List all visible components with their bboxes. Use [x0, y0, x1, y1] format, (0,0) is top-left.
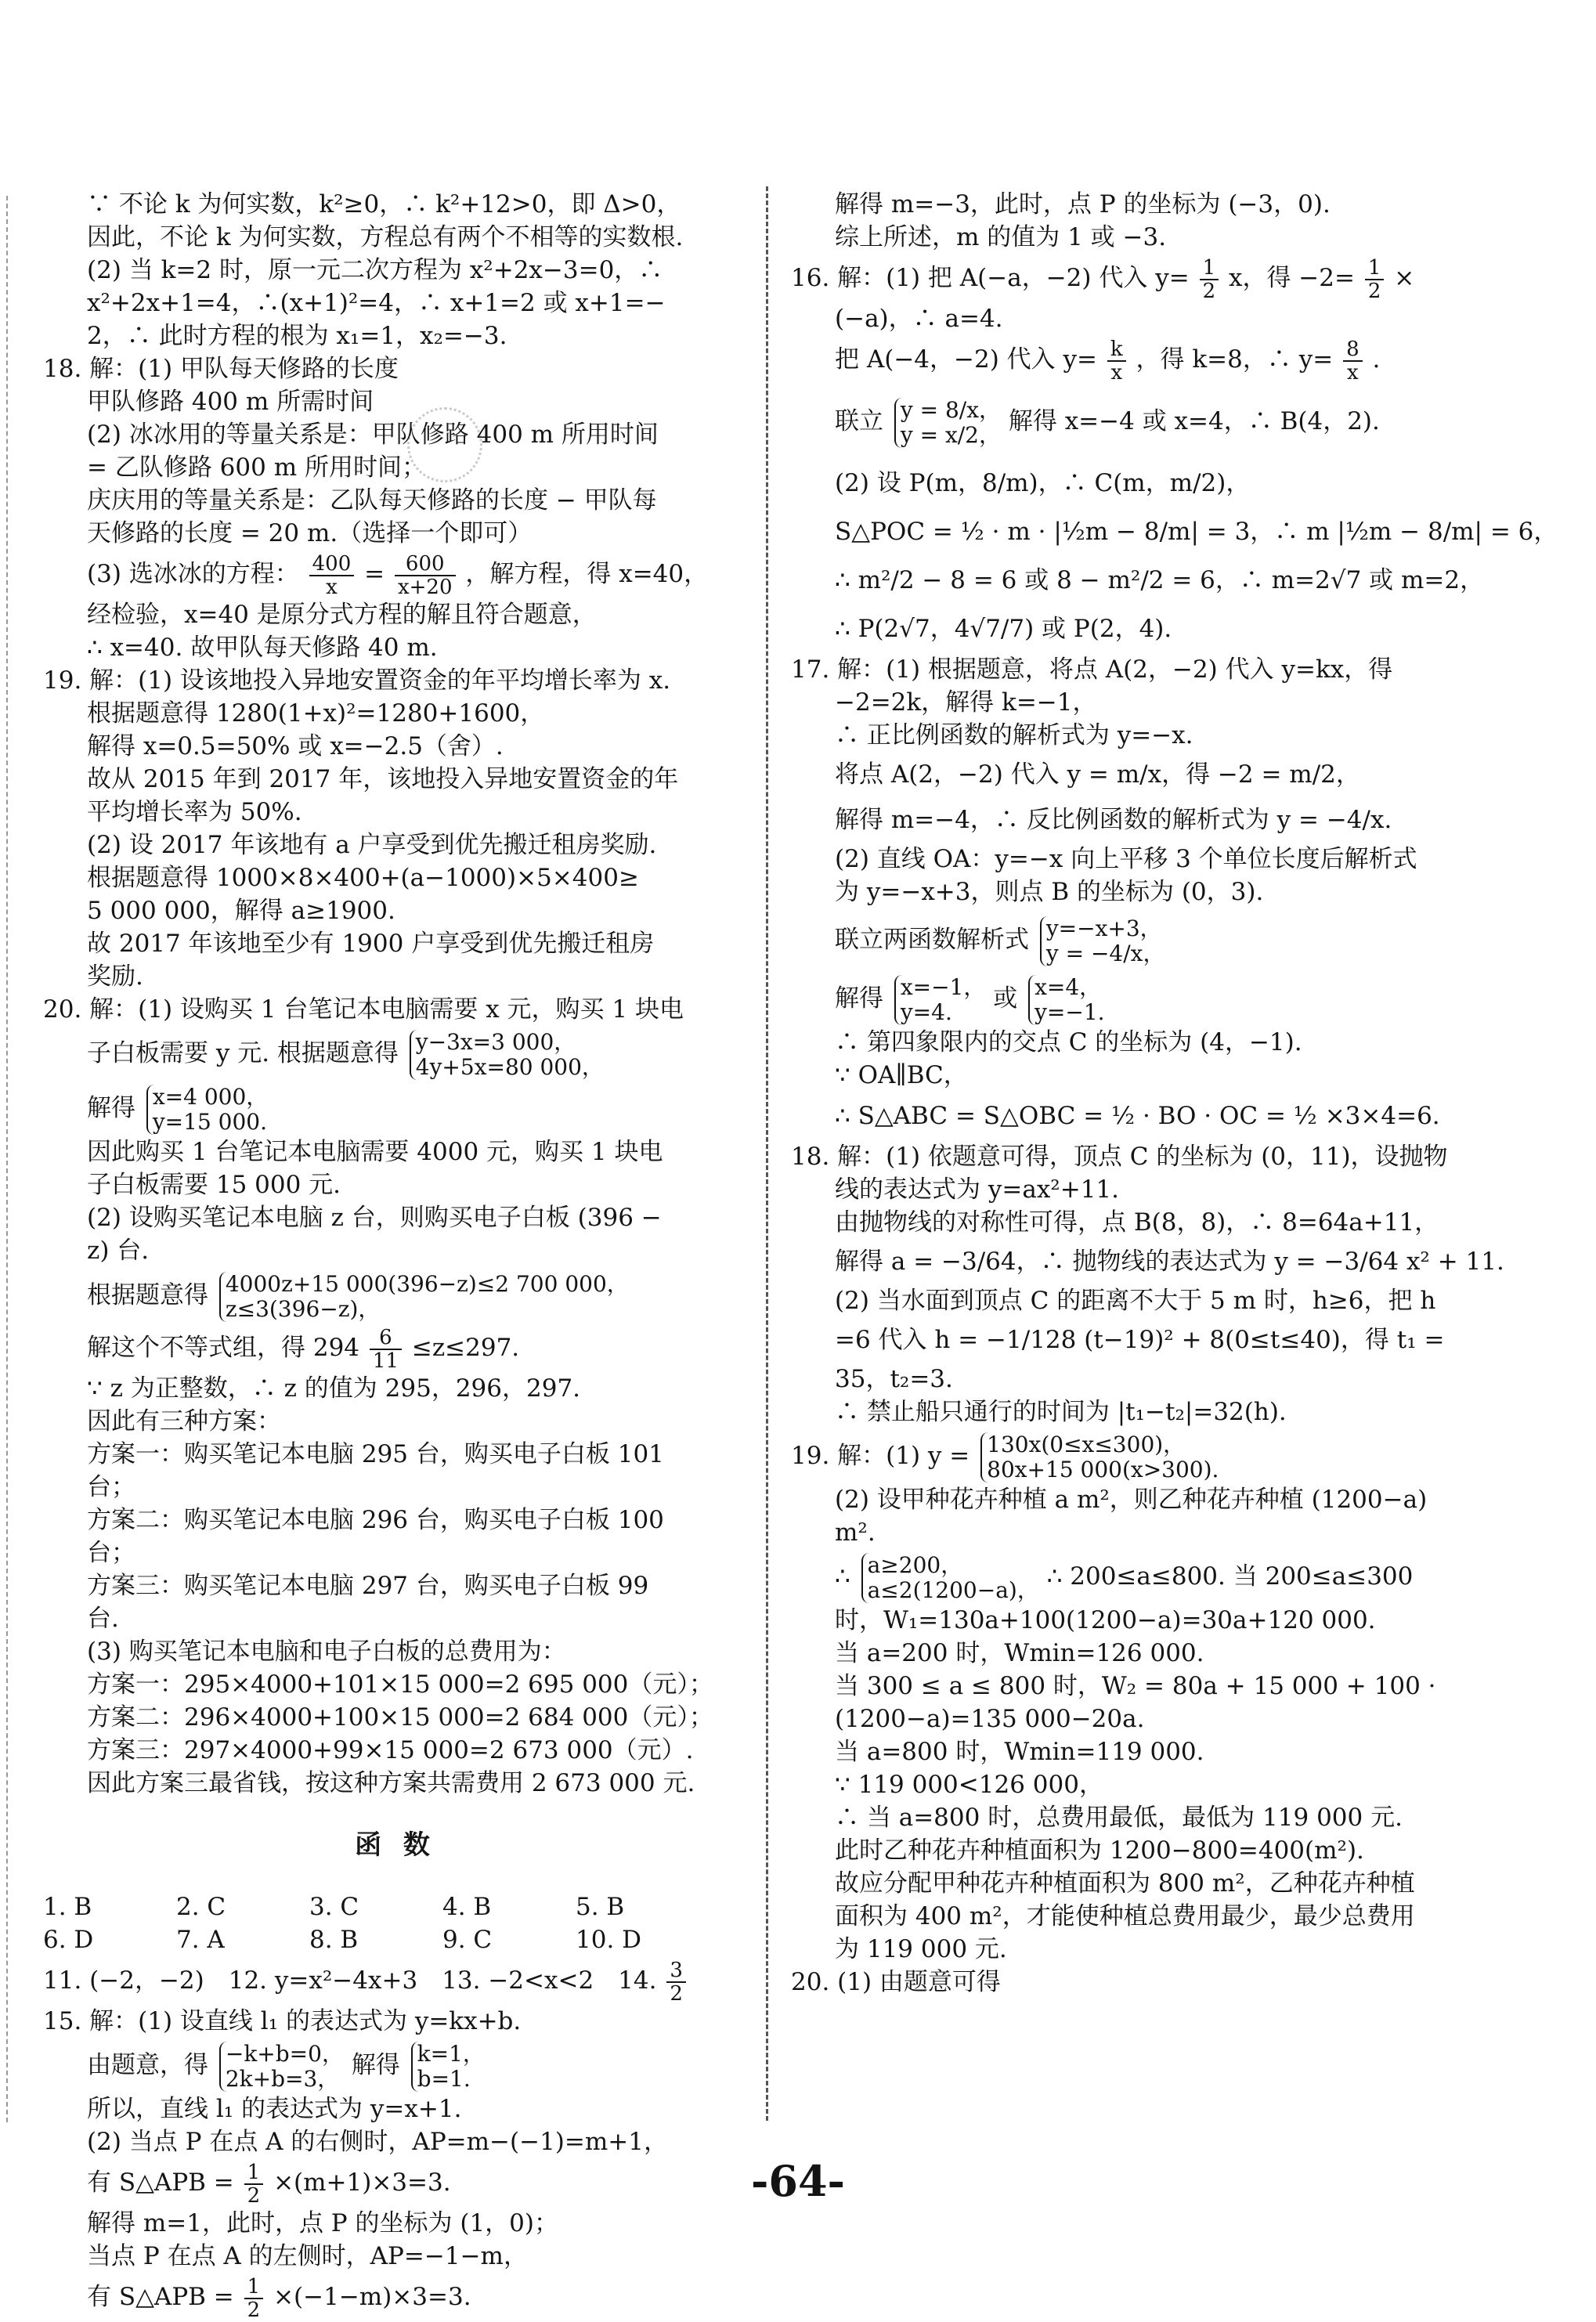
question-20-title: 20. (1) 由题意可得 [791, 1968, 1001, 1996]
answer-item: 9. C [442, 1926, 493, 1954]
text-line: (1200−a)=135 000−20a. [835, 1705, 1145, 1733]
text-line: 解得 m=−4，∴ 反比例函数的解析式为 y = −4/x. [835, 806, 1392, 834]
text-line: 线的表达式为 y=ax²+11. [835, 1175, 1120, 1204]
text-line: 天修路的长度 = 20 m.（选择一个即可） [87, 519, 533, 547]
text-line: (2) 设甲种花卉种植 a m²，则乙种花卉种植 (1200−a) [835, 1486, 1428, 1514]
text-line: ∵ 不论 k 为何实数，k²≥0，∴ k²+12>0，即 Δ>0， [87, 190, 681, 218]
text-line: 台； [87, 1473, 135, 1501]
question-15-title: 15. 解：(1) 设直线 l₁ 的表达式为 y=kx+b. [43, 2007, 522, 2035]
text-line: 台； [87, 1539, 135, 1567]
text-line: ∴ S△ABC = S△OBC = ½ · BO · OC = ½ ×3×4=6. [835, 1102, 1440, 1130]
equation-system: y = 8/x， y = x/2， [894, 398, 1001, 448]
fraction: $\frac{600}{x+20}$ [395, 553, 456, 598]
text-line: z) 台. [87, 1237, 150, 1265]
text-line: 平均增长率为 50%. [87, 798, 302, 826]
text-line: 台. [87, 1605, 119, 1633]
text-line: 故应分配甲种花卉种植面积为 800 m²，乙种花卉种植 [835, 1869, 1415, 1898]
text-line: 所以，直线 l₁ 的表达式为 y=x+1. [87, 2095, 462, 2123]
text-line: (2) 当点 P 在点 A 的右侧时，AP=m−(−1)=m+1， [87, 2128, 668, 2156]
text-line: 子白板需要 15 000 元. [87, 1171, 341, 1199]
text-line: 甲队修路 400 m 所需时间 [87, 388, 374, 416]
fraction: $\frac{k}{x}$ [1107, 338, 1126, 384]
multiple-choice-row-2 [43, 1923, 748, 1956]
text-line: 解得 x=0.5=50% 或 x=−2.5（舍）. [87, 732, 504, 760]
text-line: 因此，不论 k 为何实数，方程总有两个不相等的实数根. [87, 223, 684, 251]
equation-line: 联立 y = 8/x， y = x/2， 解得 x=−4 或 x=4，∴ B(4，2). [835, 396, 1380, 448]
left-column [43, 188, 748, 2321]
answer-item: 1. B [43, 1893, 92, 1921]
question-19-title: 19. 解：(1) 设该地投入异地安置资金的年平均增长率为 x. [43, 666, 671, 695]
text-line: = 乙队修路 600 m 所用时间； [87, 453, 426, 482]
equation-line: 有 S△APB = $\frac{1}{2}$ ×(−1−m)×3=3. [87, 2274, 471, 2322]
fraction: $\frac{8}{x}$ [1343, 338, 1363, 384]
text-line: 解得 a = −3/64，∴ 抛物线的表达式为 y = −3/64 x² + 11. [835, 1248, 1504, 1276]
equation-line: 解得 x=4 000， y=15 000. [87, 1083, 269, 1135]
equation-line: 由题意，得 −k+b=0， 2k+b=3， 解得 k=1， b=1. [87, 2040, 485, 2092]
text-line: 奖励. [87, 962, 143, 991]
text-line: 根据题意得 1280(1+x)²=1280+1600， [87, 699, 545, 728]
fraction: $\frac{1}{2}$ [1200, 257, 1219, 302]
inequality-system: 4000z+15 000(396−z)≤2 700 000， z≤3(396−z)， [219, 1272, 629, 1322]
text-line: 由抛物线的对称性可得，点 B(8，8)，∴ 8=64a+11， [835, 1208, 1439, 1237]
piecewise-function: 130x(0≤x≤300)， 80x+15 000(x>300). [980, 1432, 1219, 1482]
text-line: 此时乙种花卉种植面积为 1200−800=400(m²). [835, 1836, 1364, 1865]
text-line: 根据题意得 1000×8×400+(a−1000)×5×400≥ [87, 864, 639, 892]
multiple-choice-row-1 [43, 1890, 748, 1923]
question-16-title: 16. 解：(1) 把 A(−a，−2) 代入 y= $\frac{1}{2}$ x，得 −2= $\frac{1}{2}$ × [791, 255, 1415, 303]
solution-system: x=4， y=−1. [1028, 975, 1104, 1025]
equation-system: y=−x+3， y = −4/x， [1040, 916, 1165, 966]
text-line: 解得 m=1，此时，点 P 的坐标为 (1，0)； [87, 2209, 559, 2237]
equation-system: y−3x=3 000， 4y+5x=80 000， [410, 1030, 604, 1080]
text-line: ∵ OA∥BC， [835, 1061, 968, 1089]
equation-line: (3) 选冰冰的方程： $\frac{400}{x}$ = $\frac{600}{x+20}$ ，解方程，得 x=40， [87, 551, 709, 599]
fraction: $\frac{400}{x}$ [309, 553, 355, 598]
equation-line: 有 S△APB = $\frac{1}{2}$ ×(m+1)×3=3. [87, 2160, 451, 2208]
equation-line: 解得 x=−1， y=4. 或 x=4， y=−1. [835, 973, 1105, 1025]
answer-item: 8. B [309, 1926, 359, 1954]
equation-system: k=1， b=1. [411, 2042, 485, 2092]
equation-line: 把 A(−4，−2) 代入 y= $\frac{k}{x}$ ，得 k=8，∴ y= $\frac{8}{x}$ . [835, 337, 1381, 385]
answer-item: 3. C [309, 1893, 359, 1921]
text-line: (2) 设 P(m，8/m)，∴ C(m，m/2)， [835, 469, 1251, 497]
text-line: 因此购买 1 台笔记本电脑需要 4000 元，购买 1 块电 [87, 1138, 663, 1166]
text-line: ∴ x=40. 故甲队每天修路 40 m. [87, 634, 438, 662]
text-line: 35，t₂=3. [835, 1365, 953, 1393]
fraction: $\frac{1}{2}$ [1365, 257, 1385, 302]
text-line: 方案一：295×4000+101×15 000=2 695 000（元）； [87, 1670, 713, 1699]
text-line: 当 a=200 时，Wmin=126 000. [835, 1639, 1204, 1667]
question-17-title: 17. 解：(1) 根据题意，将点 A(2，−2) 代入 y=kx，得 [791, 655, 1393, 684]
equation-line: 子白板需要 y 元. 根据题意得 y−3x=3 000， 4y+5x=80 000， [87, 1028, 604, 1080]
text-line: 2，∴ 此时方程的根为 x₁=1，x₂=−3. [87, 322, 507, 350]
answer-item: 6. D [43, 1926, 94, 1954]
text-line: S△POC = ½ · m · |½m − 8/m| = 3，∴ m |½m − 8/m| = 6， [835, 518, 1558, 546]
fraction: $\frac{1}{2}$ [244, 2276, 264, 2321]
text-line: x²+2x+1=4，∴(x+1)²=4，∴ x+1=2 或 x+1=− [87, 289, 666, 317]
text-line: ∵ z 为正整数，∴ z 的值为 295，296，297. [87, 1374, 581, 1403]
text-line: ∴ 第四象限内的交点 C 的坐标为 (4，−1). [835, 1028, 1302, 1056]
answer-item: 4. B [442, 1893, 492, 1921]
fill-in-answers: 11. (−2，−2) 12. y=x²−4x+3 13. −2<x<2 14. $\frac{3}{2}$ [43, 1956, 748, 2005]
fraction: $\frac{6}{11}$ [370, 1327, 402, 1372]
text-line: 方案三：297×4000+99×15 000=2 673 000（元）. [87, 1736, 694, 1764]
inequality-system: a≥200， a≤2(1200−a)， [861, 1553, 1039, 1603]
equation-line: 根据题意得 4000z+15 000(396−z)≤2 700 000， z≤3(396−z)， [87, 1270, 629, 1322]
question-20-title: 20. 解：(1) 设购买 1 台笔记本电脑需要 x 元，购买 1 块电 [43, 995, 684, 1024]
text-line: 因此方案三最省钱，按这种方案共需费用 2 673 000 元. [87, 1769, 695, 1797]
text-line: 时，W₁=130a+100(1200−a)=30a+120 000. [835, 1606, 1376, 1634]
text-line: 将点 A(2，−2) 代入 y = m/x，得 −2 = m/2， [835, 760, 1360, 789]
answer-item: 7. A [176, 1926, 225, 1954]
equation-line: 解这个不等式组，得 294 $\frac{6}{11}$ ≤z≤297. [87, 1325, 520, 1373]
text-line: (2) 设 2017 年该地有 a 户享受到优先搬迁租房奖励. [87, 831, 657, 859]
text-line: 综上所述，m 的值为 1 或 −3. [835, 223, 1167, 251]
question-19-title: 19. 解：(1) y = 130x(0≤x≤300)， 80x+15 000(x>300). [791, 1431, 1219, 1482]
binding-margin [6, 196, 8, 2122]
equation-system: x=4 000， y=15 000. [146, 1085, 268, 1135]
text-line: ∴ P(2√7，4√7/7) 或 P(2，4). [835, 615, 1172, 643]
text-line: 经检验，x=40 是原分式方程的解且符合题意， [87, 601, 597, 629]
text-line: (2) 当水面到顶点 C 的距离不大于 5 m 时，h≥6，把 h [835, 1287, 1436, 1315]
text-line: 方案一：购买笔记本电脑 295 台，购买电子白板 101 [87, 1440, 664, 1468]
equation-system: −k+b=0， 2k+b=3， [219, 2042, 344, 2092]
answer-item: 5. B [576, 1893, 625, 1921]
solution-system: x=−1， y=4. [894, 975, 986, 1025]
text-line: 因此有三种方案： [87, 1407, 281, 1435]
text-line: 方案二：购买笔记本电脑 296 台，购买电子白板 100 [87, 1506, 664, 1534]
text-line: 5 000 000，解得 a≥1900. [87, 897, 395, 925]
text-line: ∴ 禁止船只通行的时间为 |t₁−t₂|=32(h). [835, 1398, 1287, 1426]
answer-item: 2. C [176, 1893, 226, 1921]
text-line: 当 300 ≤ a ≤ 800 时，W₂ = 80a + 15 000 + 100 · [835, 1672, 1436, 1700]
text-line: (3) 购买笔记本电脑和电子白板的总费用为： [87, 1638, 566, 1666]
text-line: (2) 当 k=2 时，原一元二次方程为 x²+2x−3=0，∴ [87, 256, 663, 284]
text-line: (−a)，∴ a=4. [835, 305, 1003, 333]
text-line: ∴ 当 a=800 时，总费用最低，最低为 119 000 元. [835, 1804, 1403, 1832]
column-divider [766, 186, 768, 2121]
text-line: 当 a=800 时，Wmin=119 000. [835, 1738, 1204, 1766]
fraction: $\frac{3}{2}$ [666, 1959, 686, 2005]
text-line: 庆庆用的等量关系是：乙队每天修路的长度 − 甲队每 [87, 486, 657, 515]
text-line: (2) 直线 OA：y=−x 向上平移 3 个单位长度后解析式 [835, 845, 1417, 873]
text-line: 当点 P 在点 A 的左侧时，AP=−1−m， [87, 2242, 528, 2270]
fraction: $\frac{1}{2}$ [244, 2161, 264, 2207]
section-title: 函 数 [355, 1829, 436, 1861]
text-line: 面积为 400 m²，才能使种植总费用最少，最少总费用 [835, 1902, 1415, 1930]
equation-line: 联立两函数解析式 y=−x+3， y = −4/x， [835, 915, 1165, 966]
question-18-title: 18. 解：(1) 甲队每天修路的长度 [43, 355, 399, 383]
text-line: ∴ m²/2 − 8 = 6 或 8 − m²/2 = 6，∴ m=2√7 或 m=2， [835, 566, 1485, 594]
text-line: =6 代入 h = −1/128 (t−19)² + 8(0≤t≤40)，得 t₁ = [835, 1326, 1445, 1354]
text-line: ∴ 正比例函数的解析式为 y=−x. [835, 721, 1193, 749]
text-line: 解得 m=−3，此时，点 P 的坐标为 (−3，0). [835, 190, 1331, 218]
equation-line: ∴ a≥200， a≤2(1200−a)， ∴ 200≤a≤800. 当 200≤a≤300 [835, 1551, 1414, 1603]
text-line: m². [835, 1519, 876, 1547]
text-line: 方案二：296×4000+100×15 000=2 684 000（元）； [87, 1703, 713, 1732]
text-line: 故从 2015 年到 2017 年，该地投入异地安置资金的年 [87, 765, 679, 793]
page-number: -64- [751, 2156, 845, 2206]
text-line: 方案三：购买笔记本电脑 297 台，购买电子白板 99 [87, 1572, 649, 1600]
text-line: −2=2k，解得 k=−1， [835, 688, 1097, 717]
answer-item: 10. D [576, 1926, 642, 1954]
text-line: 为 119 000 元. [835, 1935, 1007, 1963]
text-line: ∵ 119 000<126 000， [835, 1771, 1103, 1799]
text-line: (2) 冰冰用的等量关系是：甲队修路 400 m 所用时间 [87, 421, 659, 449]
text-line: 为 y=−x+3，则点 B 的坐标为 (0，3). [835, 878, 1264, 906]
question-18-title: 18. 解：(1) 依题意可得，顶点 C 的坐标为 (0，11)，设抛物 [791, 1143, 1448, 1171]
text-line: 故 2017 年该地至少有 1900 户享受到优先搬迁租房 [87, 930, 655, 958]
right-column [791, 188, 1558, 1999]
text-line: (2) 设购买笔记本电脑 z 台，则购买电子白板 (396 − [87, 1204, 662, 1232]
